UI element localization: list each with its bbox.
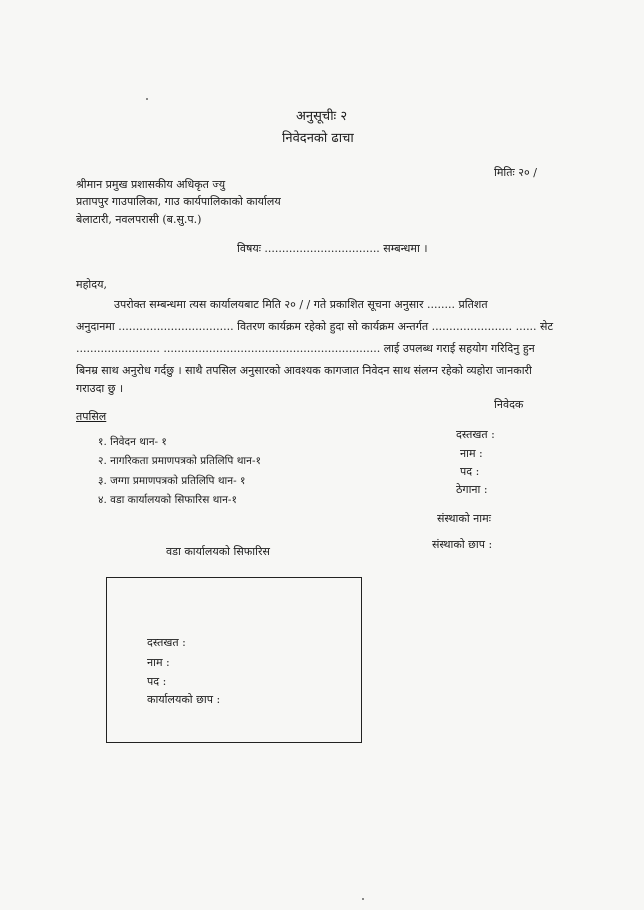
- body-line-1: उपरोक्त सम्बन्धमा त्यस कार्यालयबाट मिति २० / / गते प्रकाशित सूचना अनुसार ........ प्रतिशत: [114, 298, 488, 311]
- recipient-line-3: बेलाटारी, नवलपरासी (ब.सु.प.): [76, 213, 202, 226]
- subject-line: विषयः ................................. सम्बन्धमा ।: [237, 242, 428, 255]
- body-line-3: ........................ .............................................................. लाई उपलब्ध गराई सहयोग गरिदिनु हुन: [76, 342, 535, 355]
- list-item: ३. जग्गा प्रमाणपत्रको प्रतिलिपि थान- १: [98, 475, 246, 487]
- recommendation-heading: वडा कार्यालयको सिफारिस: [166, 545, 270, 558]
- list-item: ४. वडा कार्यालयको सिफारिस थान-१: [98, 494, 237, 506]
- organization-stamp: संस्थाको छाप :: [432, 538, 493, 551]
- applicant-heading: निवेदक: [494, 398, 524, 411]
- applicant-position: पद :: [460, 465, 480, 478]
- salutation: महोदय,: [76, 278, 107, 291]
- recommendation-name: नाम :: [147, 656, 170, 669]
- list-item: १. निवेदन थान- १: [98, 436, 167, 448]
- body-line-4: बिनम्र साथ अनुरोध गर्दछु । साथै तपसिल अनुसारको आवश्यक कागजात निवेदन साथ संलग्न रहेको व्यहोरा जानकारी: [76, 364, 532, 377]
- recommendation-position: पद :: [147, 675, 167, 688]
- recommendation-box: [106, 577, 362, 743]
- recommendation-signature: दस्तखत :: [147, 636, 186, 649]
- scan-speck: [146, 98, 148, 100]
- recipient-line-1: श्रीमान प्रमुख प्रशासकीय अधिकृत ज्यु: [76, 178, 226, 191]
- list-item: २. नागरिकता प्रमाणपत्रको प्रतिलिपि थान-१: [98, 455, 261, 467]
- attachments-heading: तपसिल: [76, 410, 107, 423]
- form-title: निवेदनको ढाचा: [282, 131, 354, 146]
- applicant-name: नाम :: [460, 447, 483, 460]
- applicant-signature: दस्तखत :: [456, 428, 495, 441]
- recipient-line-2: प्रतापपुर गाउपालिका, गाउ कार्यपालिकाको कार्यालय: [76, 195, 281, 208]
- date-field: मितिः २० /: [494, 166, 537, 179]
- organization-name: संस्थाको नामः: [437, 512, 491, 525]
- body-line-5: गराउदा छु ।: [76, 382, 124, 395]
- schedule-label: अनुसूचीः २: [296, 109, 348, 124]
- body-line-2: अनुदानमा ................................. वितरण कार्यक्रम रहेको हुदा सो कार्यक्रम अन्तर्गत ....................... ...... सेट: [76, 320, 554, 333]
- office-stamp: कार्यालयको छाप :: [147, 693, 221, 706]
- applicant-address: ठेगाना :: [456, 483, 488, 496]
- scan-speck: [362, 898, 364, 900]
